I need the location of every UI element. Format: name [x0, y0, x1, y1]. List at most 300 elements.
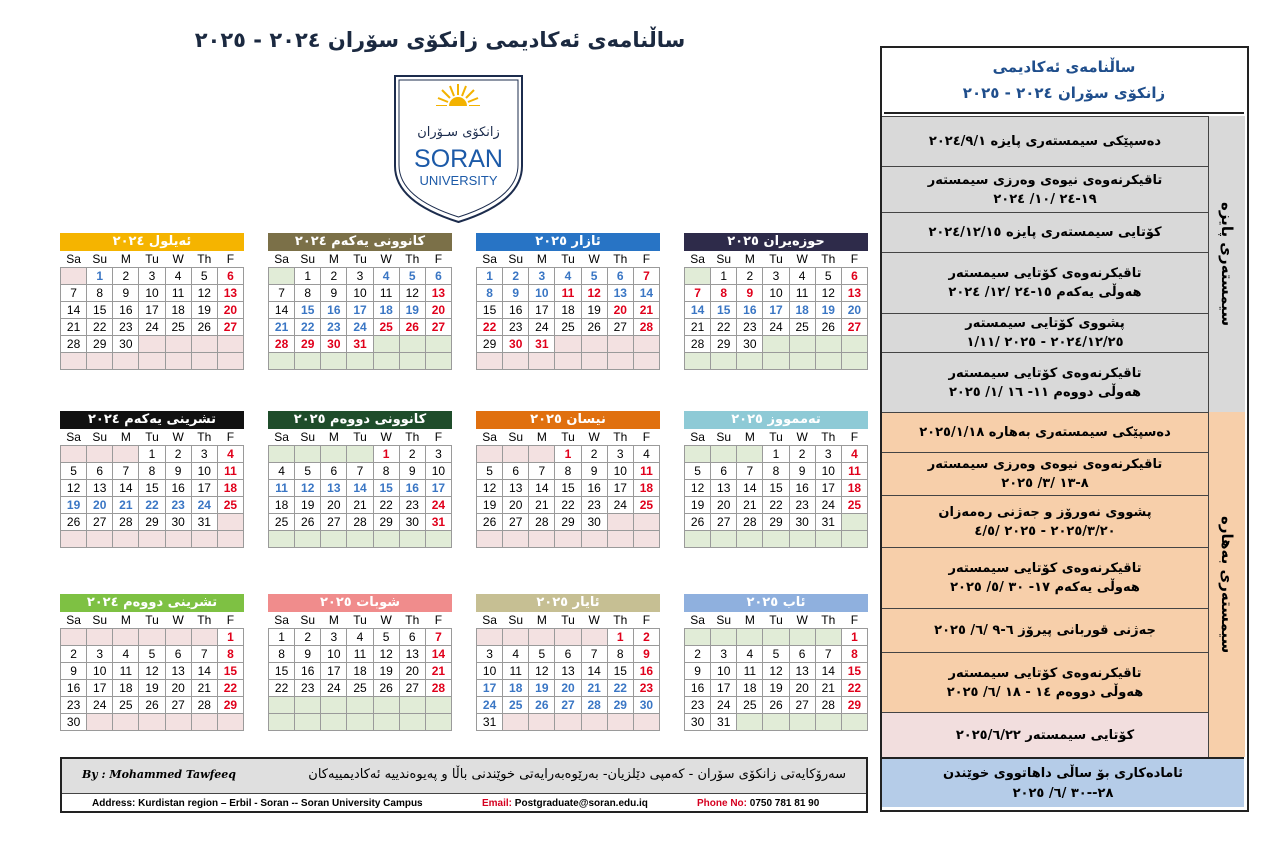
day-cell: 18 [217, 480, 243, 497]
day-cell: 2 [61, 646, 87, 663]
day-cell: 4 [789, 268, 815, 285]
day-cell: 17 [477, 680, 503, 697]
day-cell: 26 [295, 514, 321, 531]
fall-event [882, 252, 1208, 313]
day-cell [477, 446, 503, 463]
day-cell: 1 [217, 629, 243, 646]
day-cell: 11 [633, 463, 659, 480]
day-cell: 12 [581, 285, 607, 302]
day-cell: 16 [685, 680, 711, 697]
day-cell [633, 353, 659, 370]
weekday-label: Su [300, 613, 316, 627]
day-cell: 7 [113, 463, 139, 480]
weekday-label: W [796, 613, 808, 627]
day-cell: 17 [191, 480, 217, 497]
day-cell: 26 [191, 319, 217, 336]
weekday-label: Th [821, 613, 836, 627]
day-cell: 29 [841, 697, 867, 714]
day-cell [425, 531, 451, 548]
day-cell [269, 268, 295, 285]
event-text: تاقیكرنەوەی كۆتایی سیمستەر [948, 266, 1142, 281]
day-cell [529, 531, 555, 548]
day-cell [581, 629, 607, 646]
day-cell [763, 353, 789, 370]
day-cell: 28 [269, 336, 295, 353]
month-calendar [60, 411, 244, 548]
day-cell: 3 [139, 268, 165, 285]
day-cell: 15 [477, 302, 503, 319]
day-cell [165, 629, 191, 646]
day-cell [711, 629, 737, 646]
day-cell: 25 [217, 497, 243, 514]
day-cell [555, 353, 581, 370]
event-text: كۆتایی سیمستەر ٢٠٢٥/٦/٢٢ [955, 727, 1135, 743]
panel-title-line-1: ساڵنامەی ئەكادیمی [992, 58, 1136, 76]
weekday-label: Sa [690, 613, 705, 627]
day-cell: 16 [399, 480, 425, 497]
day-cell [503, 714, 529, 731]
day-cell: 19 [581, 302, 607, 319]
day-cell [113, 446, 139, 463]
day-cell: 28 [425, 680, 451, 697]
day-cell [503, 531, 529, 548]
month-calendar [684, 594, 868, 731]
day-cell [477, 353, 503, 370]
day-cell: 29 [217, 697, 243, 714]
day-cell: 23 [737, 319, 763, 336]
day-cell: 19 [61, 497, 87, 514]
day-cell: 1 [763, 446, 789, 463]
day-cell [217, 531, 243, 548]
day-cell: 5 [581, 268, 607, 285]
day-cell: 14 [425, 646, 451, 663]
day-cell [789, 714, 815, 731]
day-cell: 26 [399, 319, 425, 336]
day-cell: 28 [347, 514, 373, 531]
day-cell: 16 [165, 480, 191, 497]
day-cell: 23 [399, 497, 425, 514]
day-cell: 6 [425, 268, 451, 285]
day-cell [139, 531, 165, 548]
day-cell [347, 697, 373, 714]
month-calendar [476, 411, 660, 548]
weekday-label: W [172, 252, 184, 266]
day-cell [61, 446, 87, 463]
weekday-label: M [744, 252, 755, 266]
day-cell [269, 714, 295, 731]
day-cell: 21 [581, 680, 607, 697]
day-cell: 10 [139, 285, 165, 302]
day-cell: 25 [347, 680, 373, 697]
day-cell: 20 [503, 497, 529, 514]
day-cell [139, 336, 165, 353]
event-text: تاقیكرنەوەی كۆتایی سیمستەر [948, 561, 1142, 576]
day-cell: 9 [113, 285, 139, 302]
day-cell [529, 353, 555, 370]
day-cell: 24 [529, 319, 555, 336]
day-cell [347, 714, 373, 731]
day-cell: 10 [607, 463, 633, 480]
weekday-label: M [744, 430, 755, 444]
day-cell: 10 [87, 663, 113, 680]
day-cell: 23 [789, 497, 815, 514]
day-cell: 6 [555, 646, 581, 663]
day-cell: 14 [633, 285, 659, 302]
day-cell: 27 [555, 697, 581, 714]
event-text: هەوڵی دووەم ١٤ - ١٨ /٦/ ٢٠٢٥ [946, 684, 1144, 700]
day-cell: 30 [633, 697, 659, 714]
day-cell: 9 [581, 463, 607, 480]
weekday-label: F [434, 613, 443, 627]
panel-title-line-2: زانكۆی سۆران ٢٠٢٤ - ٢٠٢٥ [962, 84, 1166, 102]
weekday-label: F [850, 430, 859, 444]
day-cell: 6 [503, 463, 529, 480]
day-cell: 24 [477, 697, 503, 714]
day-cell: 24 [347, 319, 373, 336]
day-cell: 25 [789, 319, 815, 336]
weekday-label: Tu [561, 252, 575, 266]
day-cell: 6 [165, 646, 191, 663]
day-cell: 27 [321, 514, 347, 531]
day-cell: 20 [321, 497, 347, 514]
day-cell: 21 [815, 680, 841, 697]
day-cell: 20 [399, 663, 425, 680]
day-cell: 17 [139, 302, 165, 319]
day-cell: 10 [529, 285, 555, 302]
day-cell: 17 [321, 663, 347, 680]
day-cell [191, 531, 217, 548]
day-cell: 15 [373, 480, 399, 497]
day-cell: 2 [295, 629, 321, 646]
day-cell: 5 [477, 463, 503, 480]
day-cell: 25 [503, 697, 529, 714]
day-cell: 28 [61, 336, 87, 353]
month-title: تشرینی دووەم ٢٠٢٤ [60, 594, 244, 612]
day-cell: 31 [425, 514, 451, 531]
day-cell: 22 [139, 497, 165, 514]
day-cell: 3 [347, 268, 373, 285]
day-cell [555, 629, 581, 646]
day-cell: 16 [789, 480, 815, 497]
day-cell: 22 [373, 497, 399, 514]
weekday-label: Sa [482, 613, 497, 627]
day-cell [607, 714, 633, 731]
weekday-label: F [850, 252, 859, 266]
day-cell: 19 [191, 302, 217, 319]
day-cell: 9 [633, 646, 659, 663]
day-cell: 29 [295, 336, 321, 353]
day-cell [815, 714, 841, 731]
day-cell: 5 [373, 629, 399, 646]
day-cell [399, 697, 425, 714]
day-cell: 11 [789, 285, 815, 302]
day-cell: 2 [685, 646, 711, 663]
day-cell [503, 353, 529, 370]
day-cell: 7 [347, 463, 373, 480]
day-cell: 27 [217, 319, 243, 336]
day-cell [113, 353, 139, 370]
day-cell: 4 [503, 646, 529, 663]
day-cell [87, 446, 113, 463]
day-cell [633, 531, 659, 548]
day-cell: 13 [321, 480, 347, 497]
day-cell [191, 629, 217, 646]
day-cell: 28 [191, 697, 217, 714]
day-cell [685, 268, 711, 285]
day-cell: 17 [763, 302, 789, 319]
weekday-label: W [172, 613, 184, 627]
weekday-label: Sa [690, 430, 705, 444]
day-cell: 1 [555, 446, 581, 463]
event-text: ٢٠٢٥/٣/٢٠ - ٢٠٢٥ /٤/٥ [974, 523, 1116, 539]
day-cell [685, 531, 711, 548]
day-cell: 5 [191, 268, 217, 285]
day-cell [789, 531, 815, 548]
weekday-label: F [434, 252, 443, 266]
day-cell [347, 531, 373, 548]
day-cell [217, 514, 243, 531]
weekday-label: Tu [145, 613, 159, 627]
weekday-label: Su [300, 430, 316, 444]
weekday-label: M [328, 430, 339, 444]
day-cell: 10 [763, 285, 789, 302]
day-cell: 14 [815, 663, 841, 680]
day-cell: 9 [295, 646, 321, 663]
day-cell: 24 [711, 697, 737, 714]
day-cell [789, 336, 815, 353]
day-cell: 3 [815, 446, 841, 463]
day-cell [139, 629, 165, 646]
day-cell: 1 [477, 268, 503, 285]
day-cell [425, 353, 451, 370]
day-cell: 16 [503, 302, 529, 319]
day-cell: 19 [815, 302, 841, 319]
spring-event [882, 652, 1208, 712]
day-cell: 3 [763, 268, 789, 285]
day-cell: 4 [217, 446, 243, 463]
day-cell: 24 [321, 680, 347, 697]
day-cell: 31 [191, 514, 217, 531]
event-text: دەسپێكی سیمستەری پایزە ٢٠٢٤/٩/١ [928, 134, 1162, 149]
day-cell: 21 [425, 663, 451, 680]
weekday-label: W [588, 430, 600, 444]
fall-event [882, 352, 1208, 412]
day-cell: 21 [61, 319, 87, 336]
day-cell: 29 [763, 514, 789, 531]
day-cell: 16 [737, 302, 763, 319]
day-cell: 7 [61, 285, 87, 302]
day-cell: 25 [113, 697, 139, 714]
month-calendar [268, 594, 452, 731]
weekday-label: Sa [66, 252, 81, 266]
month-title: ئازار ٢٠٢٥ [476, 233, 660, 251]
day-cell: 29 [711, 336, 737, 353]
day-cell [113, 531, 139, 548]
day-cell [815, 336, 841, 353]
month-calendar [684, 233, 868, 370]
day-cell [425, 697, 451, 714]
day-cell: 13 [165, 663, 191, 680]
weekday-label: Th [197, 252, 212, 266]
day-cell: 11 [373, 285, 399, 302]
day-cell: 9 [321, 285, 347, 302]
day-cell: 27 [607, 319, 633, 336]
day-cell: 23 [295, 680, 321, 697]
day-cell: 6 [711, 463, 737, 480]
day-cell [399, 714, 425, 731]
day-cell: 11 [217, 463, 243, 480]
day-cell: 9 [789, 463, 815, 480]
day-cell [841, 336, 867, 353]
day-cell: 21 [529, 497, 555, 514]
day-cell: 15 [87, 302, 113, 319]
day-cell [295, 531, 321, 548]
weekday-label: W [380, 613, 392, 627]
weekday-label: Sa [66, 430, 81, 444]
weekday-label: Th [197, 430, 212, 444]
day-cell: 1 [295, 268, 321, 285]
day-cell: 12 [139, 663, 165, 680]
day-cell: 18 [737, 680, 763, 697]
day-cell: 12 [373, 646, 399, 663]
spring-event [882, 547, 1208, 608]
weekday-label: Su [300, 252, 316, 266]
day-cell [737, 629, 763, 646]
month-title: كانوونی دووەم ٢٠٢٥ [268, 411, 452, 429]
day-cell: 7 [425, 629, 451, 646]
day-cell: 30 [789, 514, 815, 531]
weekday-label: M [744, 613, 755, 627]
day-cell: 11 [165, 285, 191, 302]
day-cell: 27 [711, 514, 737, 531]
day-cell: 3 [425, 446, 451, 463]
day-cell: 17 [87, 680, 113, 697]
day-cell: 28 [529, 514, 555, 531]
weekday-label: F [226, 252, 235, 266]
month-calendar [476, 233, 660, 370]
day-cell: 12 [61, 480, 87, 497]
day-cell: 8 [295, 285, 321, 302]
day-cell: 10 [815, 463, 841, 480]
weekday-label: Th [821, 252, 836, 266]
day-cell: 19 [763, 680, 789, 697]
day-cell: 11 [555, 285, 581, 302]
day-cell: 28 [113, 514, 139, 531]
day-cell: 16 [113, 302, 139, 319]
month-calendar [60, 233, 244, 370]
day-cell: 31 [711, 714, 737, 731]
spring-semester-label: سیمستەری بەهارە [1208, 412, 1245, 757]
day-cell [321, 714, 347, 731]
weekday-label: Tu [353, 613, 367, 627]
day-cell: 12 [529, 663, 555, 680]
weekday-label: W [588, 252, 600, 266]
day-cell [295, 714, 321, 731]
day-cell [555, 336, 581, 353]
footer [60, 757, 868, 813]
day-cell: 3 [87, 646, 113, 663]
weekday-label: W [172, 430, 184, 444]
day-cell: 7 [269, 285, 295, 302]
weekday-label: F [434, 430, 443, 444]
email-link[interactable]: Postgraduate@soran.edu.iq [514, 798, 648, 809]
day-cell: 13 [425, 285, 451, 302]
day-cell: 21 [191, 680, 217, 697]
day-cell: 4 [347, 629, 373, 646]
day-cell: 13 [789, 663, 815, 680]
event-text: جەژنی قوربانی پیرۆز ٦-٩ /٦/ ٢٠٢٥ [934, 623, 1156, 638]
weekday-label: Tu [561, 430, 575, 444]
weekday-label: Su [508, 430, 524, 444]
day-cell: 8 [841, 646, 867, 663]
day-cell [581, 531, 607, 548]
day-cell: 5 [399, 268, 425, 285]
day-cell [737, 353, 763, 370]
day-cell [503, 629, 529, 646]
day-cell: 10 [347, 285, 373, 302]
day-cell [789, 629, 815, 646]
day-cell [373, 531, 399, 548]
day-cell: 23 [321, 319, 347, 336]
day-cell [373, 353, 399, 370]
weekday-label: Tu [769, 430, 783, 444]
day-cell [737, 446, 763, 463]
day-cell: 2 [633, 629, 659, 646]
day-cell: 18 [789, 302, 815, 319]
day-cell: 2 [789, 446, 815, 463]
weekday-label: Sa [274, 430, 289, 444]
day-cell [425, 336, 451, 353]
event-text: ٨-١٣ /٣/ ٢٠٢٥ [1001, 476, 1089, 491]
day-cell: 26 [373, 680, 399, 697]
day-cell: 22 [295, 319, 321, 336]
day-cell: 19 [399, 302, 425, 319]
day-cell: 2 [165, 446, 191, 463]
day-cell: 8 [217, 646, 243, 663]
month-title: تشرینی یەكەم ٢٠٢٤ [60, 411, 244, 429]
day-cell: 18 [555, 302, 581, 319]
day-cell: 9 [737, 285, 763, 302]
day-cell: 14 [61, 302, 87, 319]
day-cell: 25 [841, 497, 867, 514]
day-cell: 21 [633, 302, 659, 319]
day-cell [529, 714, 555, 731]
month-title: ئایار ٢٠٢٥ [476, 594, 660, 612]
day-cell [815, 531, 841, 548]
day-cell [165, 353, 191, 370]
day-cell: 3 [711, 646, 737, 663]
day-cell: 22 [763, 497, 789, 514]
day-cell: 4 [269, 463, 295, 480]
weekday-label: Th [613, 613, 628, 627]
event-text: تاقیكرنەوەی نیوەی وەرزی سیمستەر [927, 172, 1163, 188]
weekday-label: Th [405, 252, 420, 266]
month-calendar [268, 411, 452, 548]
weekday-label: M [120, 430, 131, 444]
day-cell: 28 [581, 697, 607, 714]
day-cell: 8 [269, 646, 295, 663]
event-text: ٢٠٢٤/١٢/٢٥ - ٢٠٢٥ /١/١١ [966, 335, 1124, 350]
logo-name-en-2: UNIVERSITY [419, 173, 498, 188]
day-cell: 3 [529, 268, 555, 285]
fall-event [882, 116, 1208, 166]
day-cell: 20 [217, 302, 243, 319]
day-cell: 30 [113, 336, 139, 353]
weekday-label: Su [92, 430, 108, 444]
month-title: كانوونی یەكەم ٢٠٢٤ [268, 233, 452, 251]
weekday-label: Th [405, 613, 420, 627]
day-cell: 24 [425, 497, 451, 514]
